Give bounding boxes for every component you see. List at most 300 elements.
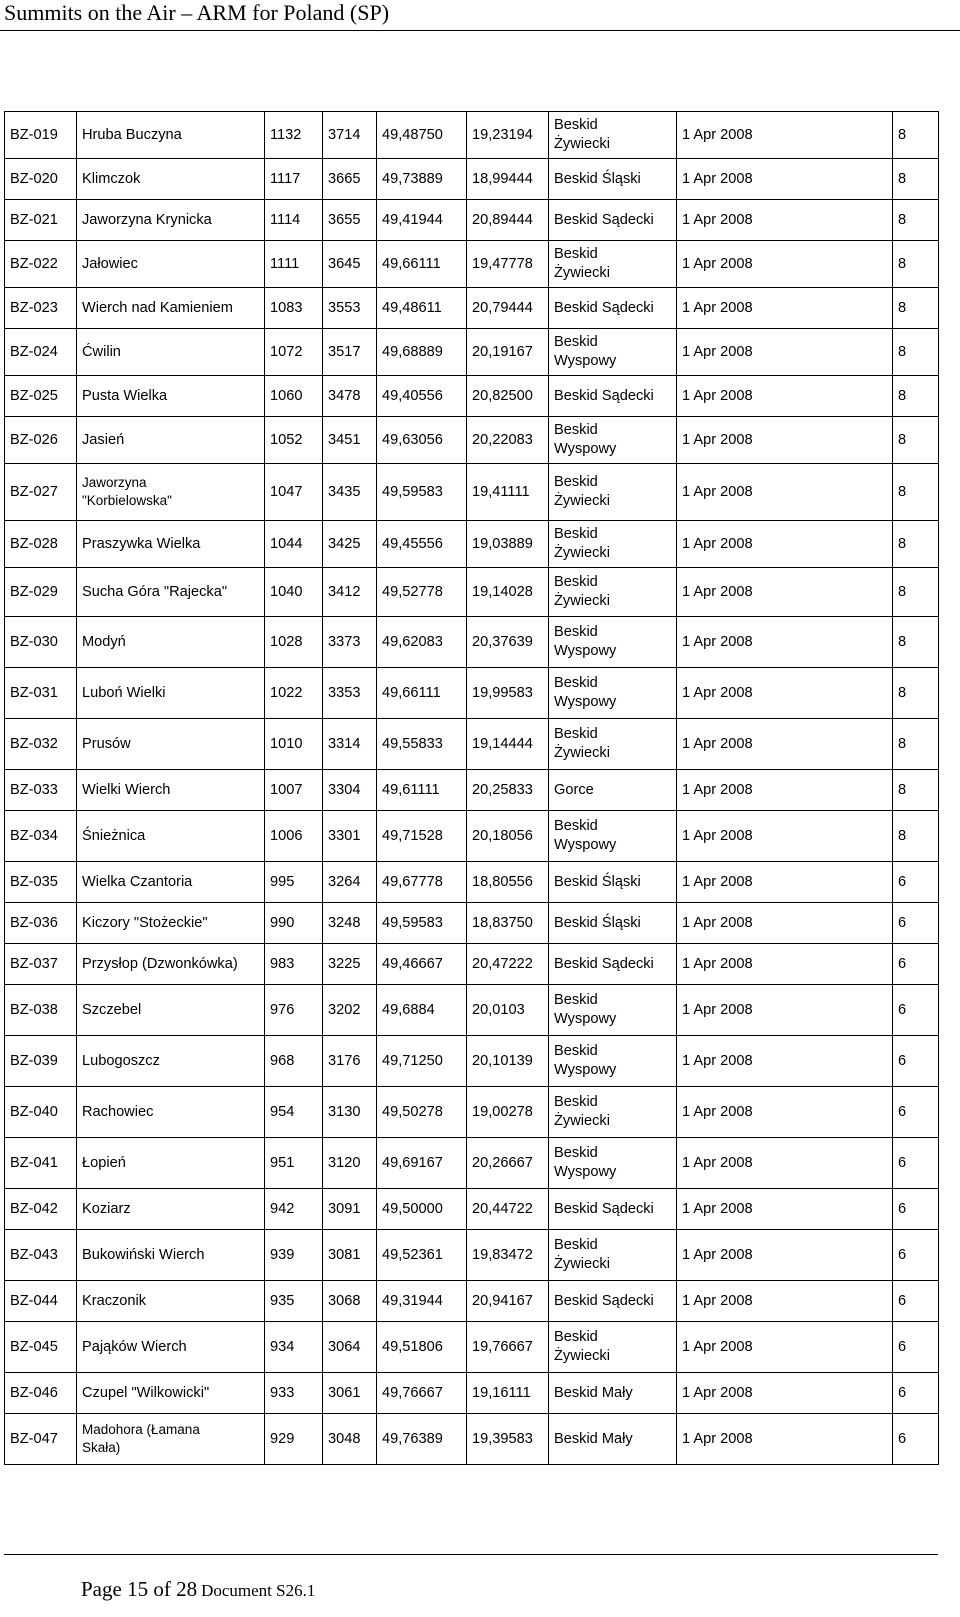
cell-longitude: 20,19167 [467, 329, 549, 376]
cell-line: Żywiecki [554, 1113, 610, 1129]
cell-line: Żywiecki [554, 1256, 610, 1272]
cell-latitude: 49,52361 [377, 1230, 467, 1281]
cell-height-ft: 3314 [323, 719, 377, 770]
cell-summit-name: Pusta Wielka [77, 376, 265, 417]
cell-region [549, 417, 677, 464]
cell-region [549, 241, 677, 288]
cell-summit-ref: BZ-042 [5, 1189, 77, 1230]
cell-height-ft: 3645 [323, 241, 377, 288]
cell-line: Beskid [554, 1329, 598, 1345]
cell-height-ft: 3120 [323, 1138, 377, 1189]
table-row [5, 1036, 939, 1087]
cell-summit-name: Hruba Buczyna [77, 112, 265, 159]
cell-line: Beskid [554, 675, 598, 691]
cell-height-m: 976 [265, 985, 323, 1036]
document-id: Document S26.1 [201, 1581, 316, 1600]
cell-longitude: 20,22083 [467, 417, 549, 464]
cell-valid-from: 1 Apr 2008 [677, 112, 893, 159]
cell-longitude: 18,80556 [467, 862, 549, 903]
cell-latitude: 49,62083 [377, 617, 467, 668]
cell-latitude: 49,48611 [377, 288, 467, 329]
cell-longitude: 20,25833 [467, 770, 549, 811]
cell-points: 6 [893, 1414, 939, 1465]
table-row [5, 1189, 939, 1230]
cell-height-ft: 3264 [323, 862, 377, 903]
cell-height-m: 1047 [265, 464, 323, 521]
cell-height-ft: 3064 [323, 1322, 377, 1373]
table-row [5, 329, 939, 376]
cell-longitude: 20,89444 [467, 200, 549, 241]
cell-summit-name: Szczebel [77, 985, 265, 1036]
cell-region [549, 329, 677, 376]
cell-summit-name: Jałowiec [77, 241, 265, 288]
cell-valid-from: 1 Apr 2008 [677, 617, 893, 668]
cell-height-m: 939 [265, 1230, 323, 1281]
cell-height-m: 1028 [265, 617, 323, 668]
cell-summit-name: Klimczok [77, 159, 265, 200]
cell-longitude: 20,18056 [467, 811, 549, 862]
table-row [5, 944, 939, 985]
table-row [5, 1281, 939, 1322]
table-row [5, 770, 939, 811]
cell-height-m: 934 [265, 1322, 323, 1373]
cell-summit-name: Luboń Wielki [77, 668, 265, 719]
cell-line: Żywiecki [554, 1348, 610, 1364]
cell-summit-ref: BZ-044 [5, 1281, 77, 1322]
cell-summit-ref: BZ-045 [5, 1322, 77, 1373]
cell-valid-from: 1 Apr 2008 [677, 200, 893, 241]
cell-summit-name: Wielka Czantoria [77, 862, 265, 903]
cell-region [549, 1230, 677, 1281]
cell-region: Beskid Sądecki [549, 376, 677, 417]
cell-height-m: 1111 [265, 241, 323, 288]
cell-region: Gorce [549, 770, 677, 811]
cell-latitude: 49,63056 [377, 417, 467, 464]
cell-summit-ref: BZ-031 [5, 668, 77, 719]
cell-valid-from: 1 Apr 2008 [677, 241, 893, 288]
cell-latitude: 49,51806 [377, 1322, 467, 1373]
cell-points: 8 [893, 241, 939, 288]
cell-valid-from: 1 Apr 2008 [677, 668, 893, 719]
cell-latitude: 49,66111 [377, 668, 467, 719]
cell-latitude: 49,50278 [377, 1087, 467, 1138]
cell-valid-from: 1 Apr 2008 [677, 1373, 893, 1414]
cell-region: Beskid Sądecki [549, 200, 677, 241]
cell-points: 8 [893, 159, 939, 200]
table-row [5, 1138, 939, 1189]
cell-points: 6 [893, 1036, 939, 1087]
cell-line: Skała) [82, 1440, 121, 1455]
cell-longitude: 19,14444 [467, 719, 549, 770]
table-row [5, 862, 939, 903]
cell-height-ft: 3248 [323, 903, 377, 944]
cell-region [549, 464, 677, 521]
cell-latitude: 49,59583 [377, 464, 467, 521]
cell-region [549, 719, 677, 770]
cell-summit-ref: BZ-036 [5, 903, 77, 944]
cell-summit-ref: BZ-024 [5, 329, 77, 376]
cell-line: Wyspowy [554, 837, 617, 853]
cell-height-m: 1040 [265, 568, 323, 617]
cell-points: 8 [893, 617, 939, 668]
cell-summit-name: Łopień [77, 1138, 265, 1189]
cell-region: Beskid Mały [549, 1373, 677, 1414]
cell-height-ft: 3048 [323, 1414, 377, 1465]
cell-line: Beskid [554, 1094, 598, 1110]
cell-valid-from: 1 Apr 2008 [677, 903, 893, 944]
cell-line: Madohora (Łamana [82, 1422, 200, 1437]
cell-line: Beskid [554, 246, 598, 262]
cell-summit-ref: BZ-040 [5, 1087, 77, 1138]
cell-line: Wyspowy [554, 694, 617, 710]
cell-longitude: 20,82500 [467, 376, 549, 417]
cell-valid-from: 1 Apr 2008 [677, 862, 893, 903]
cell-latitude: 49,59583 [377, 903, 467, 944]
cell-points: 8 [893, 464, 939, 521]
cell-points: 6 [893, 1373, 939, 1414]
cell-points: 8 [893, 811, 939, 862]
cell-latitude: 49,41944 [377, 200, 467, 241]
table-row [5, 1414, 939, 1465]
cell-valid-from: 1 Apr 2008 [677, 985, 893, 1036]
cell-height-m: 983 [265, 944, 323, 985]
cell-latitude: 49,40556 [377, 376, 467, 417]
cell-valid-from: 1 Apr 2008 [677, 1189, 893, 1230]
cell-line: Beskid [554, 474, 598, 490]
cell-summit-name: Wierch nad Kamieniem [77, 288, 265, 329]
table-row [5, 288, 939, 329]
cell-summit-name: Jaworzyna Krynicka [77, 200, 265, 241]
cell-region: Beskid Sądecki [549, 1281, 677, 1322]
cell-summit-name: Bukowiński Wierch [77, 1230, 265, 1281]
cell-points: 6 [893, 1087, 939, 1138]
cell-latitude: 49,69167 [377, 1138, 467, 1189]
cell-valid-from: 1 Apr 2008 [677, 376, 893, 417]
cell-latitude: 49,71250 [377, 1036, 467, 1087]
table-row [5, 668, 939, 719]
cell-latitude: 49,71528 [377, 811, 467, 862]
cell-height-ft: 3425 [323, 521, 377, 568]
cell-valid-from: 1 Apr 2008 [677, 159, 893, 200]
cell-line: Beskid [554, 726, 598, 742]
cell-summit-ref: BZ-030 [5, 617, 77, 668]
cell-valid-from: 1 Apr 2008 [677, 288, 893, 329]
cell-height-ft: 3202 [323, 985, 377, 1036]
cell-region: Beskid Sądecki [549, 288, 677, 329]
cell-summit-name: Śnieżnica [77, 811, 265, 862]
cell-summit-ref: BZ-025 [5, 376, 77, 417]
cell-summit-ref: BZ-043 [5, 1230, 77, 1281]
cell-line: Żywiecki [554, 493, 610, 509]
cell-valid-from: 1 Apr 2008 [677, 811, 893, 862]
table-row [5, 200, 939, 241]
cell-points: 8 [893, 417, 939, 464]
cell-latitude: 49,66111 [377, 241, 467, 288]
cell-summit-name: Pająków Wierch [77, 1322, 265, 1373]
cell-line: Żywiecki [554, 265, 610, 281]
cell-line: Żywiecki [554, 593, 610, 609]
cell-height-m: 1114 [265, 200, 323, 241]
cell-valid-from: 1 Apr 2008 [677, 1087, 893, 1138]
cell-height-m: 1022 [265, 668, 323, 719]
cell-height-m: 933 [265, 1373, 323, 1414]
cell-summit-name: Ćwilin [77, 329, 265, 376]
cell-height-ft: 3665 [323, 159, 377, 200]
cell-summit-ref: BZ-029 [5, 568, 77, 617]
cell-latitude: 49,67778 [377, 862, 467, 903]
cell-region [549, 617, 677, 668]
cell-height-m: 1060 [265, 376, 323, 417]
cell-line: Beskid [554, 1237, 598, 1253]
cell-height-ft: 3081 [323, 1230, 377, 1281]
cell-height-ft: 3304 [323, 770, 377, 811]
table-row [5, 985, 939, 1036]
cell-line: Beskid [554, 334, 598, 350]
cell-valid-from: 1 Apr 2008 [677, 719, 893, 770]
cell-region: Beskid Śląski [549, 159, 677, 200]
cell-region [549, 568, 677, 617]
summits-table-body [5, 112, 939, 1465]
cell-height-m: 1010 [265, 719, 323, 770]
cell-height-m: 942 [265, 1189, 323, 1230]
cell-latitude: 49,61111 [377, 770, 467, 811]
table-row [5, 159, 939, 200]
cell-region [549, 1036, 677, 1087]
cell-latitude: 49,31944 [377, 1281, 467, 1322]
cell-latitude: 49,52778 [377, 568, 467, 617]
cell-summit-ref: BZ-023 [5, 288, 77, 329]
cell-longitude: 19,41111 [467, 464, 549, 521]
cell-summit-ref: BZ-021 [5, 200, 77, 241]
cell-summit-ref: BZ-038 [5, 985, 77, 1036]
cell-points: 8 [893, 668, 939, 719]
table-row [5, 1322, 939, 1373]
cell-latitude: 49,73889 [377, 159, 467, 200]
table-row [5, 1087, 939, 1138]
table-row [5, 811, 939, 862]
cell-latitude: 49,55833 [377, 719, 467, 770]
cell-valid-from: 1 Apr 2008 [677, 464, 893, 521]
cell-points: 8 [893, 112, 939, 159]
cell-height-ft: 3353 [323, 668, 377, 719]
summits-table [4, 111, 939, 1465]
cell-points: 6 [893, 862, 939, 903]
cell-height-ft: 3655 [323, 200, 377, 241]
cell-valid-from: 1 Apr 2008 [677, 770, 893, 811]
cell-points: 8 [893, 521, 939, 568]
cell-valid-from: 1 Apr 2008 [677, 1230, 893, 1281]
cell-summit-name: Lubogoszcz [77, 1036, 265, 1087]
cell-region [549, 1087, 677, 1138]
cell-line: Beskid [554, 818, 598, 834]
cell-summit-ref: BZ-037 [5, 944, 77, 985]
cell-height-ft: 3068 [323, 1281, 377, 1322]
cell-height-ft: 3435 [323, 464, 377, 521]
cell-summit-ref: BZ-039 [5, 1036, 77, 1087]
cell-valid-from: 1 Apr 2008 [677, 568, 893, 617]
cell-height-ft: 3061 [323, 1373, 377, 1414]
cell-height-m: 995 [265, 862, 323, 903]
table-row [5, 376, 939, 417]
cell-longitude: 19,83472 [467, 1230, 549, 1281]
cell-summit-ref: BZ-028 [5, 521, 77, 568]
cell-height-ft: 3553 [323, 288, 377, 329]
cell-points: 6 [893, 1189, 939, 1230]
cell-latitude: 49,76389 [377, 1414, 467, 1465]
cell-line: Wyspowy [554, 1062, 617, 1078]
cell-summit-name: Kraczonik [77, 1281, 265, 1322]
cell-region: Beskid Śląski [549, 862, 677, 903]
cell-longitude: 20,10139 [467, 1036, 549, 1087]
cell-line: Beskid [554, 422, 598, 438]
cell-height-m: 968 [265, 1036, 323, 1087]
cell-region: Beskid Sądecki [549, 944, 677, 985]
cell-line: Beskid [554, 992, 598, 1008]
cell-valid-from: 1 Apr 2008 [677, 1138, 893, 1189]
cell-height-ft: 3301 [323, 811, 377, 862]
cell-region [549, 1138, 677, 1189]
cell-longitude: 19,99583 [467, 668, 549, 719]
cell-longitude: 20,47222 [467, 944, 549, 985]
cell-valid-from: 1 Apr 2008 [677, 1281, 893, 1322]
cell-points: 8 [893, 376, 939, 417]
cell-height-m: 1052 [265, 417, 323, 464]
cell-height-m: 929 [265, 1414, 323, 1465]
header-rule [0, 30, 960, 31]
cell-height-m: 954 [265, 1087, 323, 1138]
cell-summit-ref: BZ-032 [5, 719, 77, 770]
cell-summit-name: Przysłop (Dzwonkówka) [77, 944, 265, 985]
table-row [5, 241, 939, 288]
cell-height-ft: 3091 [323, 1189, 377, 1230]
cell-points: 8 [893, 329, 939, 376]
cell-summit-ref: BZ-027 [5, 464, 77, 521]
table-row [5, 903, 939, 944]
table-row [5, 521, 939, 568]
cell-region [549, 521, 677, 568]
cell-line: Beskid [554, 574, 598, 590]
cell-summit-name: Jasień [77, 417, 265, 464]
cell-longitude: 20,44722 [467, 1189, 549, 1230]
cell-longitude: 20,79444 [467, 288, 549, 329]
cell-summit-name: Prusów [77, 719, 265, 770]
table-row [5, 719, 939, 770]
cell-longitude: 20,26667 [467, 1138, 549, 1189]
cell-longitude: 19,14028 [467, 568, 549, 617]
cell-longitude: 18,83750 [467, 903, 549, 944]
cell-longitude: 19,00278 [467, 1087, 549, 1138]
cell-height-ft: 3451 [323, 417, 377, 464]
cell-latitude: 49,48750 [377, 112, 467, 159]
cell-region [549, 112, 677, 159]
cell-longitude: 20,37639 [467, 617, 549, 668]
cell-longitude: 19,23194 [467, 112, 549, 159]
cell-valid-from: 1 Apr 2008 [677, 944, 893, 985]
cell-summit-name: Kiczory "Stożeckie" [77, 903, 265, 944]
cell-height-m: 1117 [265, 159, 323, 200]
cell-region: Beskid Śląski [549, 903, 677, 944]
cell-height-ft: 3373 [323, 617, 377, 668]
cell-line: Wyspowy [554, 353, 617, 369]
cell-summit-ref: BZ-046 [5, 1373, 77, 1414]
cell-summit-name: Wielki Wierch [77, 770, 265, 811]
cell-height-m: 1006 [265, 811, 323, 862]
page-number: Page 15 of 28 [81, 1577, 198, 1601]
cell-line: Jaworzyna [82, 475, 147, 490]
cell-region: Beskid Sądecki [549, 1189, 677, 1230]
cell-latitude: 49,46667 [377, 944, 467, 985]
cell-height-m: 935 [265, 1281, 323, 1322]
cell-height-m: 951 [265, 1138, 323, 1189]
cell-longitude: 19,39583 [467, 1414, 549, 1465]
cell-points: 8 [893, 770, 939, 811]
table-row [5, 1373, 939, 1414]
cell-summit-ref: BZ-020 [5, 159, 77, 200]
cell-summit-ref: BZ-047 [5, 1414, 77, 1465]
cell-summit-name: Praszywka Wielka [77, 521, 265, 568]
cell-points: 6 [893, 1281, 939, 1322]
cell-height-ft: 3478 [323, 376, 377, 417]
table-row [5, 464, 939, 521]
cell-line: Żywiecki [554, 136, 610, 152]
cell-valid-from: 1 Apr 2008 [677, 521, 893, 568]
cell-line: Beskid [554, 1043, 598, 1059]
cell-line: Żywiecki [554, 545, 610, 561]
cell-valid-from: 1 Apr 2008 [677, 1414, 893, 1465]
cell-height-m: 1007 [265, 770, 323, 811]
footer-rule [4, 1554, 938, 1555]
cell-height-m: 1083 [265, 288, 323, 329]
cell-summit-ref: BZ-041 [5, 1138, 77, 1189]
cell-points: 6 [893, 985, 939, 1036]
table-row [5, 1230, 939, 1281]
cell-latitude: 49,45556 [377, 521, 467, 568]
cell-summit-ref: BZ-034 [5, 811, 77, 862]
cell-line: Beskid [554, 1145, 598, 1161]
cell-height-m: 1132 [265, 112, 323, 159]
cell-summit-name: Rachowiec [77, 1087, 265, 1138]
cell-line: "Korbielowska" [82, 493, 172, 508]
cell-points: 8 [893, 568, 939, 617]
cell-summit-ref: BZ-026 [5, 417, 77, 464]
cell-line: Żywiecki [554, 745, 610, 761]
cell-height-m: 1072 [265, 329, 323, 376]
cell-valid-from: 1 Apr 2008 [677, 417, 893, 464]
table-row [5, 112, 939, 159]
cell-latitude: 49,6884 [377, 985, 467, 1036]
cell-height-m: 1044 [265, 521, 323, 568]
cell-points: 6 [893, 1138, 939, 1189]
cell-line: Beskid [554, 624, 598, 640]
page-header-title: Summits on the Air – ARM for Poland (SP) [4, 0, 390, 25]
cell-points: 6 [893, 1230, 939, 1281]
cell-points: 8 [893, 288, 939, 329]
cell-summit-name: Koziarz [77, 1189, 265, 1230]
cell-height-ft: 3130 [323, 1087, 377, 1138]
cell-region [549, 668, 677, 719]
cell-longitude: 18,99444 [467, 159, 549, 200]
page-footer [81, 1577, 315, 1602]
cell-summit-name: Sucha Góra "Rajecka" [77, 568, 265, 617]
cell-line: Wyspowy [554, 1164, 617, 1180]
table-row [5, 568, 939, 617]
cell-valid-from: 1 Apr 2008 [677, 329, 893, 376]
cell-summit-ref: BZ-019 [5, 112, 77, 159]
cell-longitude: 20,0103 [467, 985, 549, 1036]
cell-points: 8 [893, 200, 939, 241]
cell-valid-from: 1 Apr 2008 [677, 1036, 893, 1087]
cell-latitude: 49,76667 [377, 1373, 467, 1414]
